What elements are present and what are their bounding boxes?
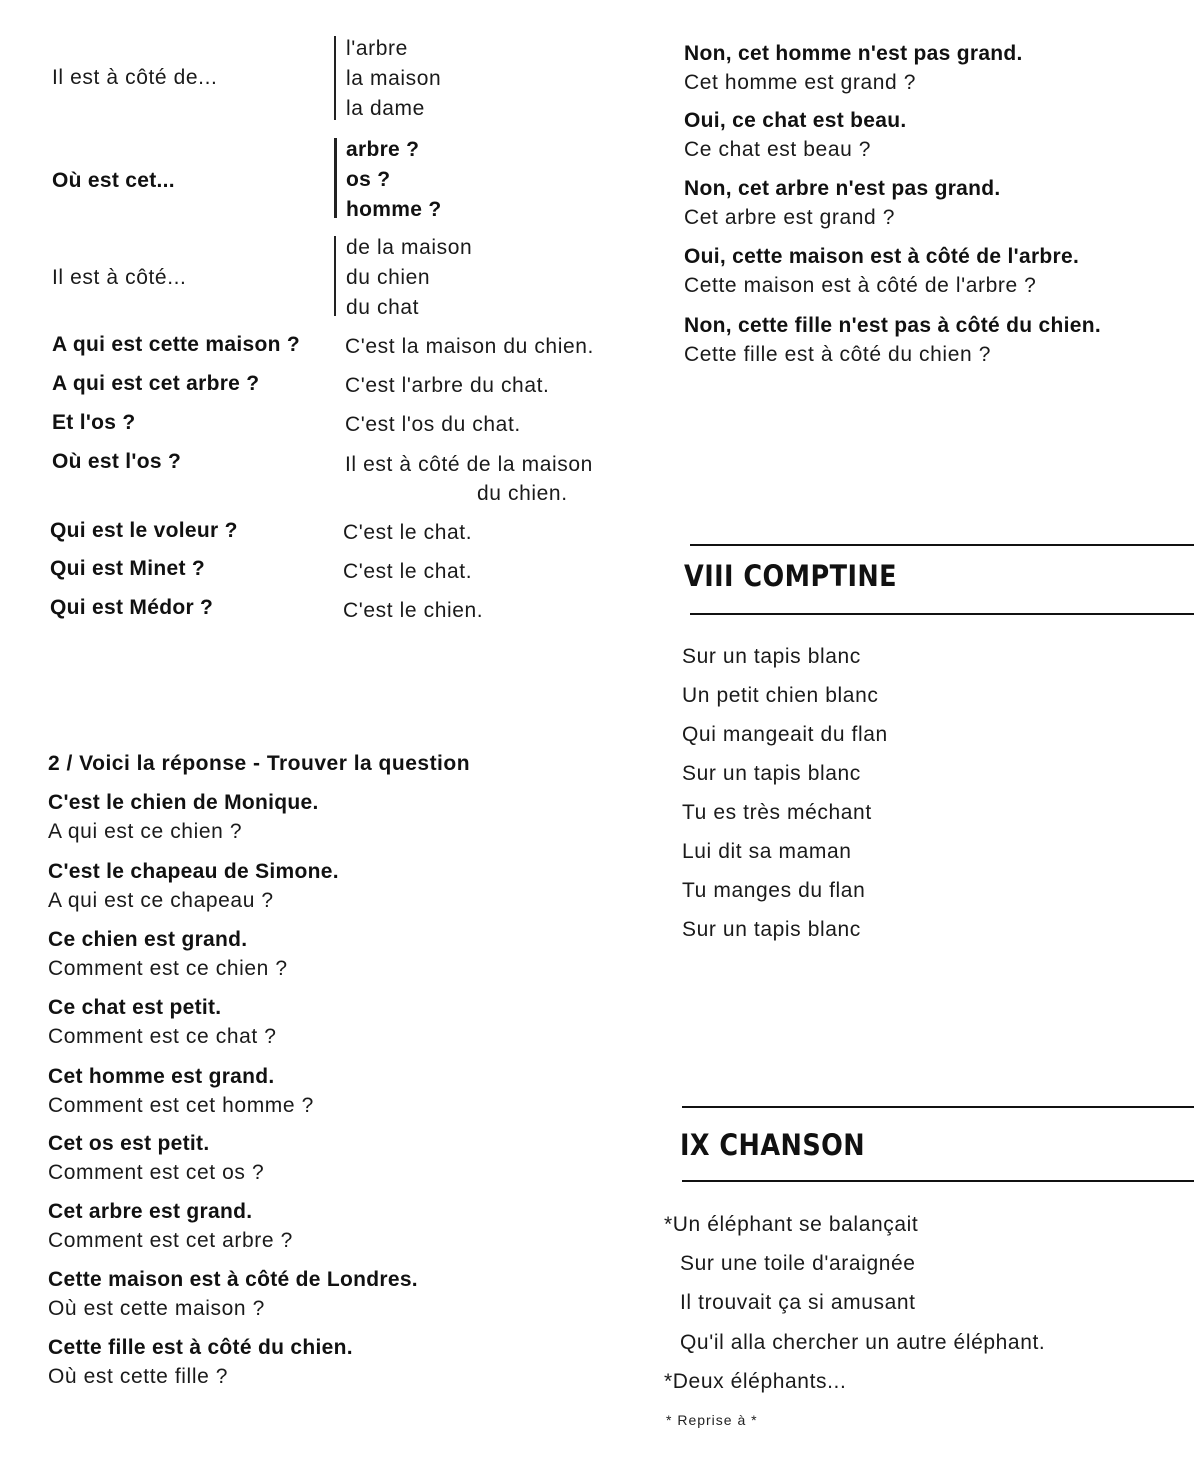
pair-answer: Oui, cette maison est à côté de l'arbre. <box>684 245 1080 268</box>
chanson-top-rule <box>682 1106 1194 1108</box>
exercise-answer: Cet arbre est grand. <box>48 1200 253 1223</box>
qa-answer-continued: du chien. <box>477 482 568 505</box>
pair-answer: Non, cet arbre n'est pas grand. <box>684 177 1001 200</box>
pair-answer: Non, cet homme n'est pas grand. <box>684 42 1023 65</box>
qa-question: Qui est Médor ? <box>50 596 214 619</box>
group2-option: homme ? <box>346 198 442 221</box>
comptine-line: Sur un tapis blanc <box>682 645 861 668</box>
exercise-answer: C'est le chien de Monique. <box>48 791 319 814</box>
exercise-question: A qui est ce chien ? <box>48 820 243 843</box>
chanson-line: Il trouvait ça si amusant <box>680 1291 916 1314</box>
exercise-answer: Ce chien est grand. <box>48 928 248 951</box>
exercise-question: Comment est ce chat ? <box>48 1025 277 1048</box>
comptine-bottom-rule <box>690 613 1194 615</box>
chanson-title: IX CHANSON <box>680 1128 866 1162</box>
pair-question: Cet homme est grand ? <box>684 71 917 94</box>
chanson-line: Sur une toile d'araignée <box>680 1252 916 1275</box>
exercise-answer: Cette fille est à côté du chien. <box>48 1336 353 1359</box>
comptine-line: Un petit chien blanc <box>682 684 879 707</box>
exercise-question: Où est cette fille ? <box>48 1365 229 1388</box>
chanson-line: Qu'il alla chercher un autre éléphant. <box>680 1331 1046 1354</box>
qa-answer: Il est à côté de la maison <box>345 453 593 476</box>
pair-answer: Non, cette fille n'est pas à côté du chien. <box>684 314 1101 337</box>
group1-prompt: Il est à côté de... <box>52 66 218 89</box>
pair-question: Cette maison est à côté de l'arbre ? <box>684 274 1037 297</box>
qa-answer: C'est l'os du chat. <box>345 413 521 436</box>
exercise-answer: Cette maison est à côté de Londres. <box>48 1268 418 1291</box>
group1-option: l'arbre <box>346 37 408 60</box>
qa-answer: C'est le chat. <box>343 560 473 583</box>
qa-question: Et l'os ? <box>52 411 136 434</box>
qa-question: Qui est le voleur ? <box>50 519 238 542</box>
chanson-footnote: * Reprise à * <box>666 1412 758 1428</box>
exercise-question: Comment est cet homme ? <box>48 1094 314 1117</box>
comptine-line: Lui dit sa maman <box>682 840 852 863</box>
exercise-question: Comment est cet os ? <box>48 1161 265 1184</box>
qa-answer: C'est l'arbre du chat. <box>345 374 550 397</box>
pair-question: Cette fille est à côté du chien ? <box>684 343 991 366</box>
group2-option: arbre ? <box>346 138 420 161</box>
pair-question: Cet arbre est grand ? <box>684 206 896 229</box>
exercise-answer: Cet os est petit. <box>48 1132 210 1155</box>
exercise-question: A qui est ce chapeau ? <box>48 889 274 912</box>
qa-answer: C'est le chat. <box>343 521 473 544</box>
group3-options <box>346 233 472 323</box>
qa-answer: C'est le chien. <box>343 599 484 622</box>
comptine-line: Tu manges du flan <box>682 879 866 902</box>
comptine-line: Qui mangeait du flan <box>682 723 888 746</box>
comptine-top-rule <box>690 544 1194 546</box>
qa-question: Où est l'os ? <box>52 450 182 473</box>
exercise-question: Comment est ce chien ? <box>48 957 288 980</box>
group1-options <box>346 34 441 124</box>
group2-options <box>346 135 441 225</box>
group1-bracket <box>334 36 336 120</box>
comptine-line: Sur un tapis blanc <box>682 762 861 785</box>
qa-question: Qui est Minet ? <box>50 557 206 580</box>
comptine-line: Tu es très méchant <box>682 801 872 824</box>
chanson-line: *Deux éléphants... <box>664 1370 847 1393</box>
exercise2-title: 2 / Voici la réponse - Trouver la question <box>48 752 471 775</box>
group3-option: du chat <box>346 296 420 319</box>
group1-option: la maison <box>346 67 442 90</box>
group3-option: du chien <box>346 266 431 289</box>
exercise-question: Comment est cet arbre ? <box>48 1229 293 1252</box>
chanson-line: *Un éléphant se balançait <box>664 1213 919 1236</box>
exercise-question: Où est cette maison ? <box>48 1297 265 1320</box>
qa-answer: C'est la maison du chien. <box>345 335 594 358</box>
exercise-answer: C'est le chapeau de Simone. <box>48 860 339 883</box>
group1-option: la dame <box>346 97 425 120</box>
pair-answer: Oui, ce chat est beau. <box>684 109 907 132</box>
comptine-title: VIII COMPTINE <box>684 559 898 593</box>
comptine-line: Sur un tapis blanc <box>682 918 861 941</box>
pair-question: Ce chat est beau ? <box>684 138 872 161</box>
qa-question: A qui est cette maison ? <box>52 333 300 356</box>
group2-option: os ? <box>346 168 391 191</box>
chanson-bottom-rule <box>682 1180 1194 1182</box>
group2-bracket <box>334 138 337 218</box>
group2-prompt: Où est cet... <box>52 169 175 192</box>
qa-question: A qui est cet arbre ? <box>52 372 260 395</box>
exercise-answer: Cet homme est grand. <box>48 1065 275 1088</box>
exercise-answer: Ce chat est petit. <box>48 996 222 1019</box>
group3-prompt: Il est à côté... <box>52 266 187 289</box>
group3-option: de la maison <box>346 236 473 259</box>
group3-bracket <box>334 236 336 316</box>
